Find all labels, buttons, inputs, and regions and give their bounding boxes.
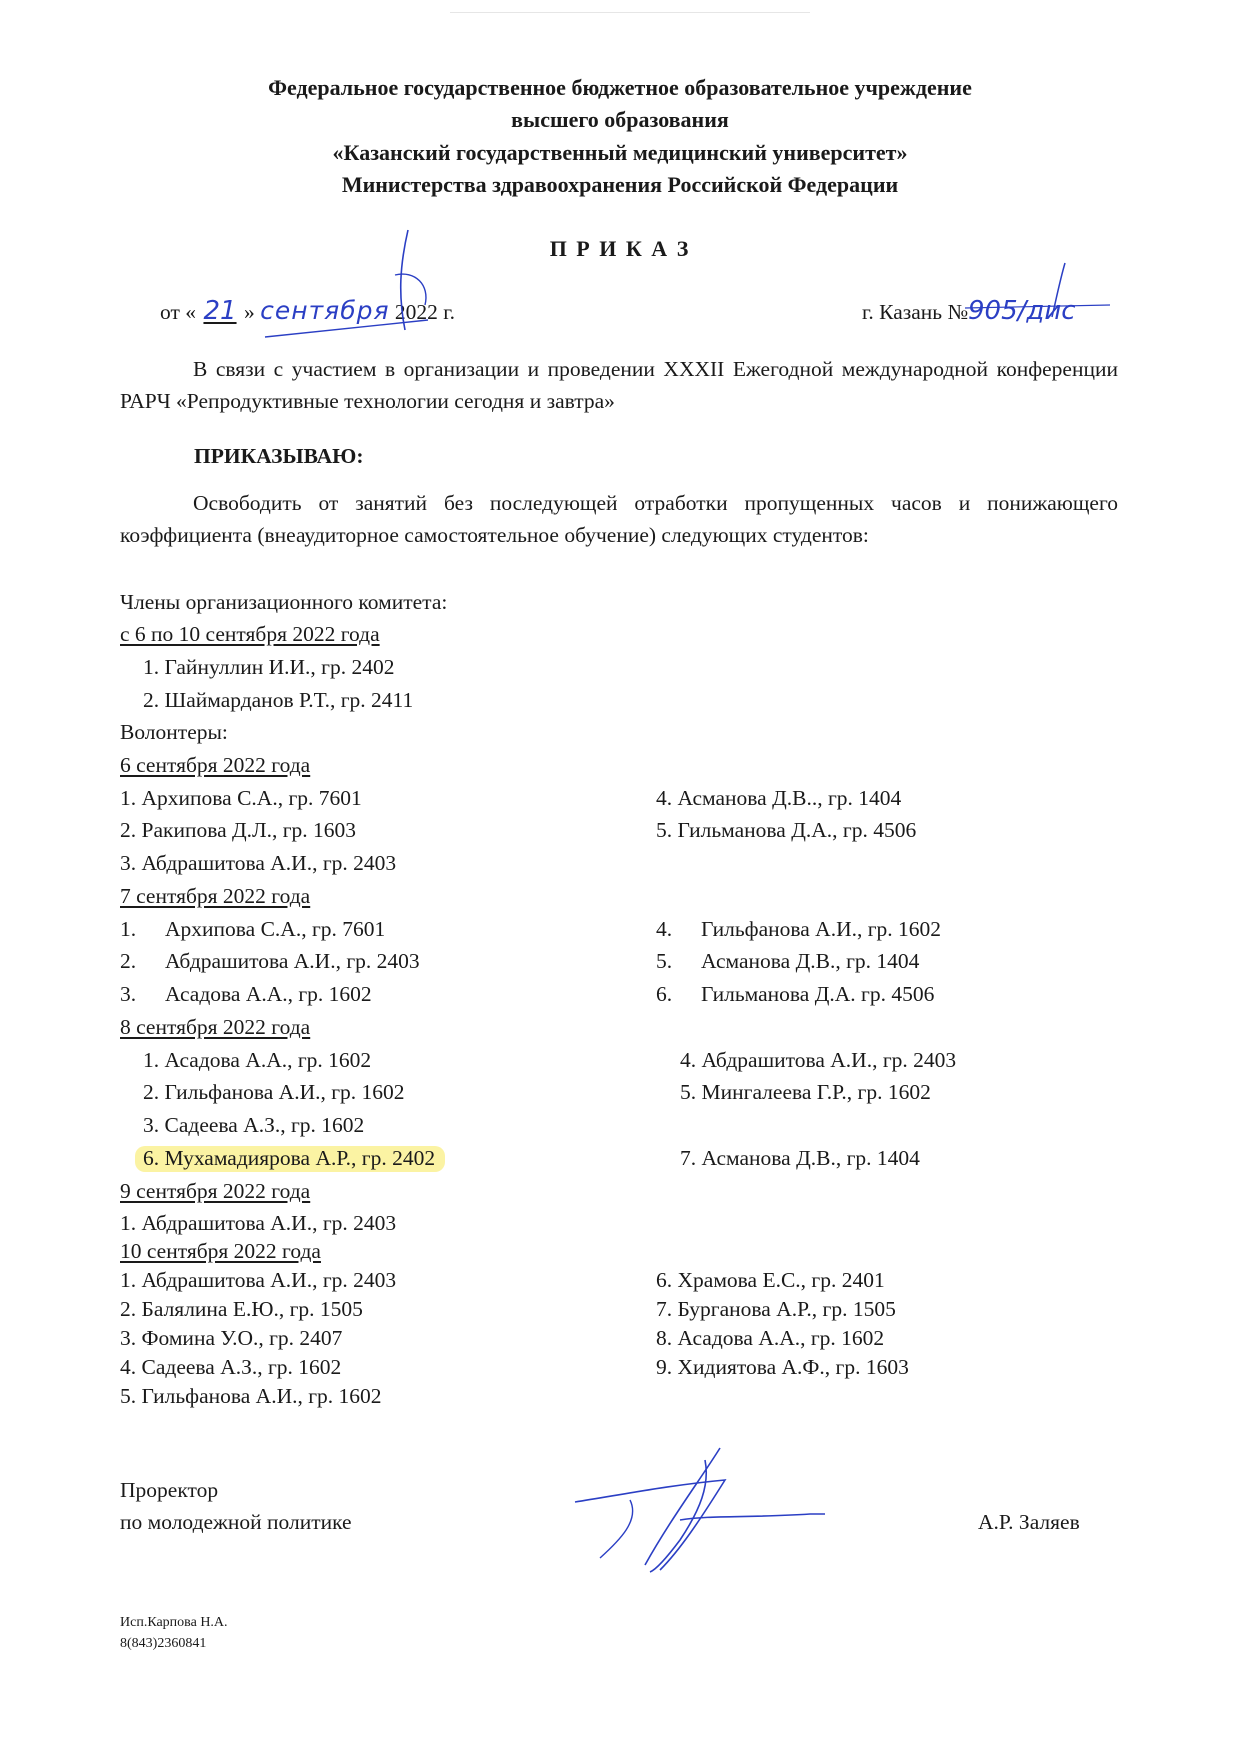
list-item: 7. Бурганова А.Р., гр. 1505 bbox=[656, 1297, 896, 1321]
date-heading-sept-6: 6 сентября 2022 года bbox=[120, 753, 311, 777]
date-month-handwritten: сентября bbox=[260, 296, 390, 325]
list-item: 1. Гайнуллин И.И., гр. 2402 bbox=[143, 655, 395, 679]
header-line-2: высшего образования bbox=[511, 107, 729, 132]
list-item: 1. Асадова А.А., гр. 1602 bbox=[143, 1048, 372, 1072]
header-line-3: «Казанский государственный медицинский университет» bbox=[332, 140, 908, 165]
list-item: 1. Абдрашитова А.И., гр. 2403 bbox=[120, 1268, 397, 1292]
committee-period: с 6 по 10 сентября 2022 года bbox=[120, 622, 380, 646]
number-ink-scribble bbox=[960, 245, 1160, 325]
list-item: 1. Абдрашитова А.И., гр. 2403 bbox=[120, 1211, 397, 1235]
list-item: 4. Гильфанова А.И., гр. 1602 bbox=[656, 917, 942, 941]
list-item: 2. Балялина Е.Ю., гр. 1505 bbox=[120, 1297, 363, 1321]
list-item: 1. Архипова С.А., гр. 7601 bbox=[120, 786, 362, 810]
signer-title-1: Проректор bbox=[120, 1478, 219, 1502]
order-word: ПРИКАЗЫВАЮ: bbox=[194, 444, 364, 468]
list-item: 6. Гильманова Д.А. гр. 4506 bbox=[656, 982, 935, 1006]
list-item: 5. Гильфанова А.И., гр. 1602 bbox=[120, 1384, 382, 1408]
signer-title-2: по молодежной политике bbox=[120, 1510, 352, 1534]
list-item: 3. Фомина У.О., гр. 2407 bbox=[120, 1326, 343, 1350]
date-heading-sept-9: 9 сентября 2022 года bbox=[120, 1179, 311, 1203]
list-item: 4. Абдрашитова А.И., гр. 2403 bbox=[680, 1048, 957, 1072]
list-item: 4. Садеева А.З., гр. 1602 bbox=[120, 1355, 342, 1379]
list-item: 9. Хидиятова А.Ф., гр. 1603 bbox=[656, 1355, 909, 1379]
handwritten-signature bbox=[560, 1440, 860, 1580]
date-heading-sept-7: 7 сентября 2022 года bbox=[120, 884, 311, 908]
list-item: 5. Гильманова Д.А., гр. 4506 bbox=[656, 818, 917, 842]
date-heading-sept-10: 10 сентября 2022 года bbox=[120, 1239, 321, 1263]
list-item: 3. Абдрашитова А.И., гр. 2403 bbox=[120, 851, 397, 875]
list-item: 2. Ракипова Д.Л., гр. 1603 bbox=[120, 818, 357, 842]
signer-name: А.Р. Заляев bbox=[978, 1510, 1080, 1534]
list-item: 4. Асманова Д.В.., гр. 1404 bbox=[656, 786, 902, 810]
header-line-1: Федеральное государственное бюджетное образовательное учреждение bbox=[268, 75, 972, 100]
list-item: 2. Абдрашитова А.И., гр. 2403 bbox=[120, 949, 420, 973]
list-item: 7. Асманова Д.В., гр. 1404 bbox=[680, 1146, 920, 1170]
volunteers-label: Волонтеры: bbox=[120, 720, 228, 744]
list-item: 2. Гильфанова А.И., гр. 1602 bbox=[143, 1080, 405, 1104]
list-item: 3. Садеева А.З., гр. 1602 bbox=[143, 1113, 365, 1137]
list-item: 3. Асадова А.А., гр. 1602 bbox=[120, 982, 372, 1006]
document-title: П Р И К А З bbox=[549, 236, 691, 261]
executor-note: Исп.Карпова Н.А. bbox=[120, 1615, 228, 1630]
date-prefix: от « bbox=[160, 300, 196, 324]
list-item: 6. Храмова Е.С., гр. 2401 bbox=[656, 1268, 885, 1292]
committee-label: Члены организационного комитета: bbox=[120, 590, 448, 614]
date-mid: » bbox=[244, 300, 255, 324]
date-heading-sept-8: 8 сентября 2022 года bbox=[120, 1015, 311, 1039]
list-item: 2. Шаймарданов Р.Т., гр. 2411 bbox=[143, 688, 414, 712]
list-item: 5. Мингалеева Г.Р., гр. 1602 bbox=[680, 1080, 931, 1104]
order-number-handwritten: 905/дис bbox=[967, 296, 1076, 326]
date-day-handwritten: 21 bbox=[203, 296, 237, 326]
city-label: г. Казань № bbox=[862, 300, 968, 324]
list-item-highlighted bbox=[143, 1146, 445, 1171]
executor-phone: 8(843)2360841 bbox=[120, 1636, 207, 1651]
list-item: 1. Архипова С.А., гр. 7601 bbox=[120, 917, 386, 941]
date-ink-scribble bbox=[230, 225, 450, 345]
preamble-paragraph: В связи с участием в организации и проведении XXXII Ежегодной международной конференции РАРЧ «Репродуктивные технологии сегодня и завтра» bbox=[120, 357, 1118, 413]
body-paragraph: Освободить от занятий без последующей отработки пропущенных часов и понижающего коэффициента (внеаудиторное самостоятельное обучение) следующих студентов: bbox=[120, 491, 1118, 547]
highlight-marker: 6. Мухамадиярова А.Р., гр. 2402 bbox=[135, 1146, 445, 1172]
date-suffix: 2022 г. bbox=[394, 300, 456, 324]
scan-edge-mark bbox=[450, 12, 810, 13]
header-line-4: Министерства здравоохранения Российской Федерации bbox=[341, 172, 899, 197]
list-item: 5. Асманова Д.В., гр. 1404 bbox=[656, 949, 920, 973]
list-item: 8. Асадова А.А., гр. 1602 bbox=[656, 1326, 885, 1350]
